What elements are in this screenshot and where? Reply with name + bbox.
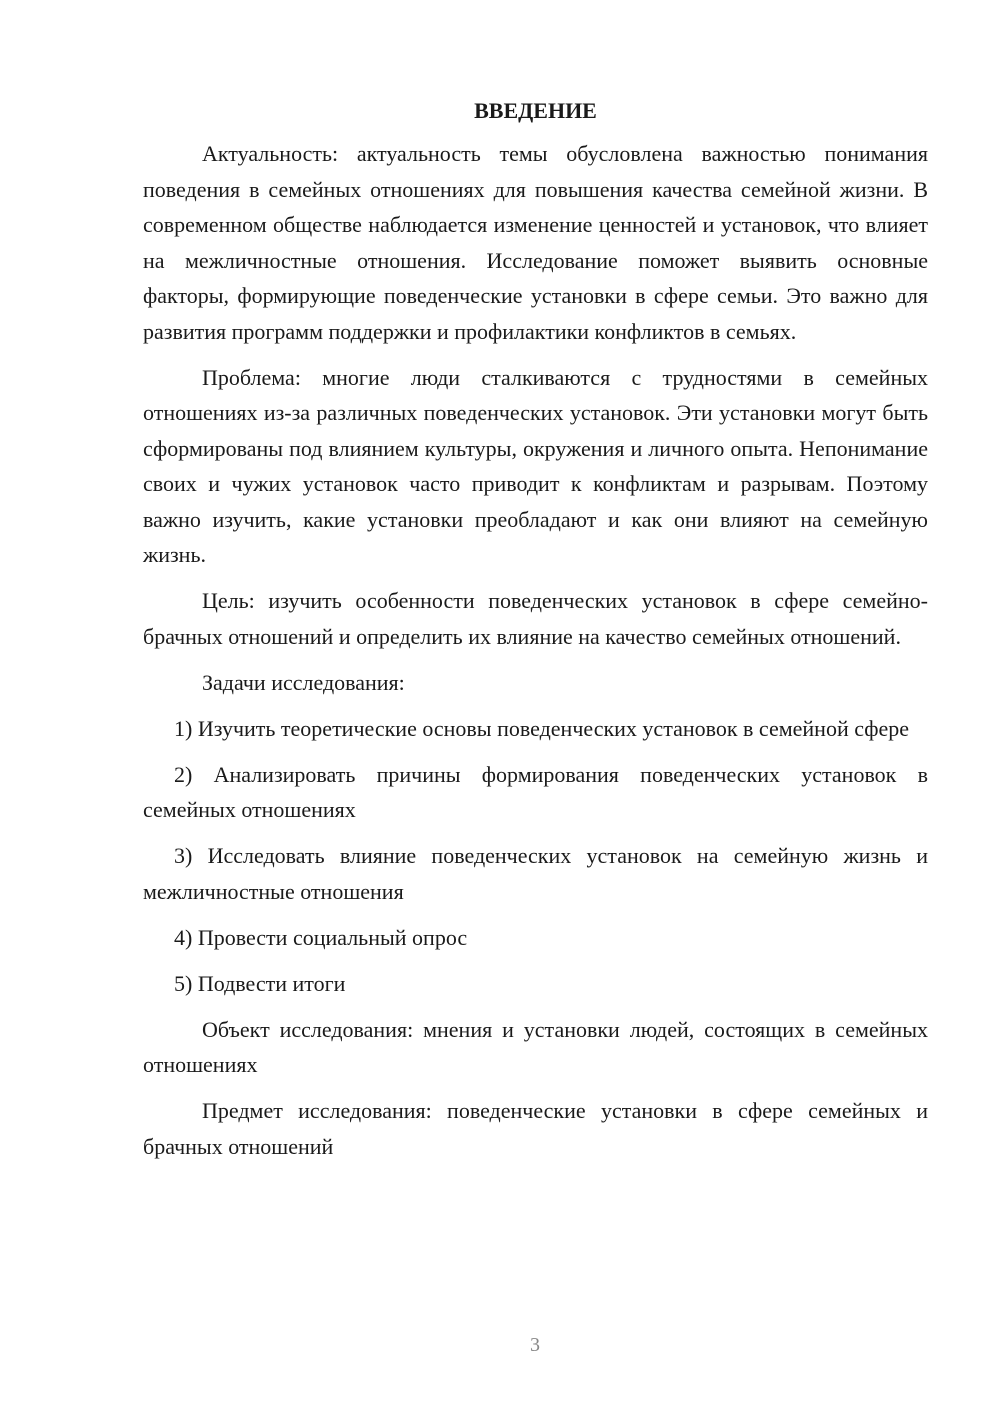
tasks-heading: Задачи исследования: [202, 669, 405, 695]
relevance-paragraph: Актуальность: актуальность темы обусловлена важностью понимания поведения в семейных отношениях для повышения качества семейной жизни. В современном обществе наблюдается изменение ценностей и установок, что влияет на межличностные отношения. Исследование поможет выявить основные факторы, формирующие поведенческие установки в сфере семьи. Это важно для развития программ поддержки и профилактики конфликтов в семьях. [143, 141, 928, 344]
goal-paragraph: Цель: изучить особенности поведенческих установок в сфере семейно-брачных отношений и определить их влияние на качество семейных отношений. [143, 588, 928, 649]
task-item: 1) Изучить теоретические основы поведенческих установок в семейной сфере [174, 715, 910, 741]
page-number: 3 [530, 1334, 540, 1356]
task-item: 4) Провести социальный опрос [174, 924, 468, 950]
document-body [143, 96, 928, 1175]
task-item: 2) Анализировать причины формирования поведенческих установок в семейных отношениях [143, 761, 928, 822]
problem-paragraph: Проблема: многие люди сталкиваются с трудностями в семейных отношениях из-за различных поведенческих установок. Эти установки могут быть сформированы под влиянием культуры, окружения и личного опыта. Непонимание своих и чужих установок часто приводит к конфликтам и разрывам. Поэтому важно изучить, какие установки преобладают и как они влияют на семейную жизнь. [143, 364, 928, 567]
task-item: 5) Подвести итоги [174, 970, 346, 996]
page-title: ВВЕДЕНИЕ [474, 98, 597, 123]
object-paragraph: Объект исследования: мнения и установки людей, состоящих в семейных отношениях [143, 1016, 928, 1077]
subject-paragraph: Предмет исследования: поведенческие установки в сфере семейных и брачных отношений [143, 1098, 928, 1159]
task-item: 3) Исследовать влияние поведенческих установок на семейную жизнь и межличностные отношения [143, 843, 928, 904]
